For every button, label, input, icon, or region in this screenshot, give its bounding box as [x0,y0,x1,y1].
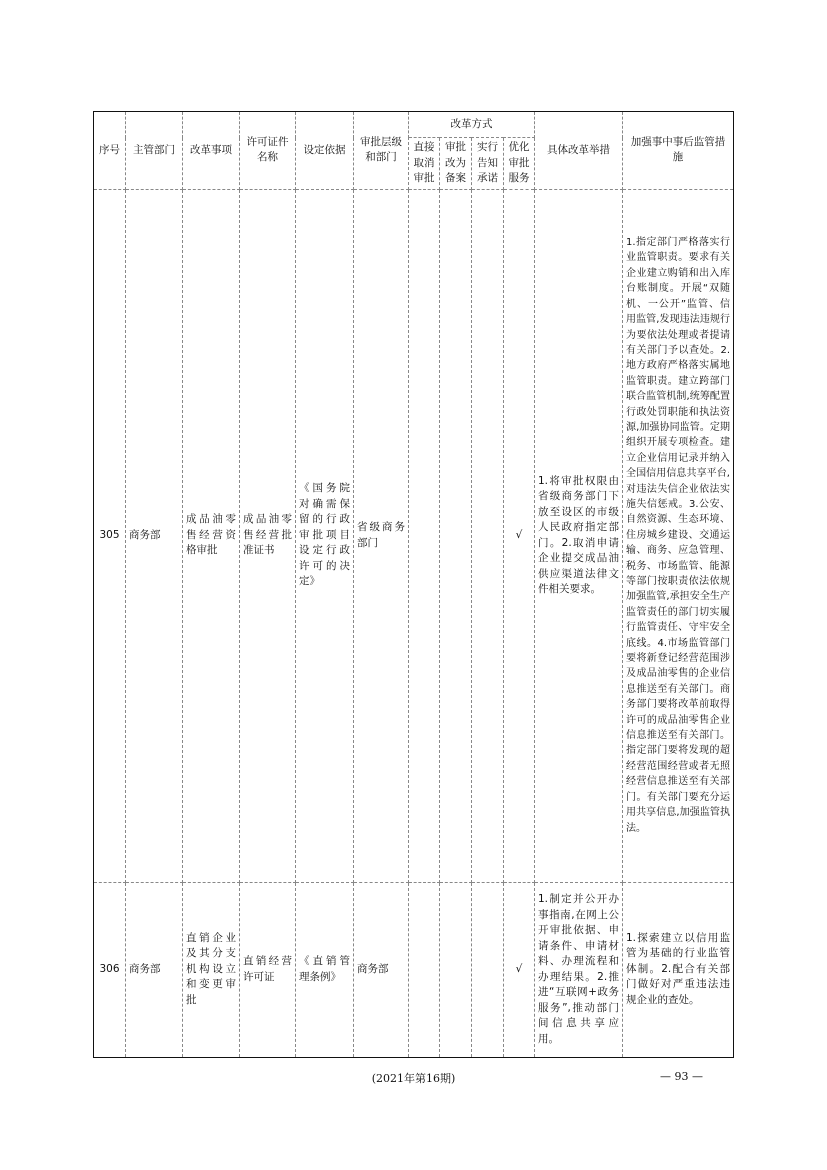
cell-measures: 1.制定并公开办事指南,在网上公开审批依据、申请条件、申请材料、办理流程和办理结果。2.推进“互联网+政务服务”,推动部门间信息共享应用。 [535,882,623,1057]
page-number: — 93 — [660,1070,703,1083]
cell-method-promise [472,189,504,882]
header-method-promise: 实行告知承诺 [472,138,504,190]
cell-method-optimize: √ [504,882,535,1057]
table-row [94,189,734,882]
header-row-1 [94,112,734,138]
header-basis: 设定依据 [296,112,354,190]
cell-method-cancel [409,189,440,882]
header-method-optimize: 优化审批服务 [504,138,535,190]
table-row [94,882,734,1057]
cell-method-optimize: √ [504,189,535,882]
cell-seq: 306 [94,882,126,1057]
header-license: 许可证件名称 [240,112,296,190]
cell-method-filing [440,189,472,882]
header-method-cancel: 直接取消审批 [409,138,440,190]
cell-supervision: 1.探索建立以信用监管为基础的行业监管体制。2.配合有关部门做好对严重违法违规企业的查处。 [623,882,734,1057]
cell-item: 直销企业及其分支机构设立和变更审批 [183,882,240,1057]
header-supervision: 加强事中事后监管措施 [623,112,734,190]
header-item: 改革事项 [183,112,240,190]
cell-dept: 商务部 [126,189,183,882]
reform-table [93,111,734,1058]
cell-license: 成品油零售经营批准证书 [240,189,296,882]
issue-number: (2021年第16期) [371,1072,456,1085]
header-method-filing: 审批改为备案 [440,138,472,190]
cell-method-promise [472,882,504,1057]
cell-license: 直销经营许可证 [240,882,296,1057]
cell-method-filing [440,882,472,1057]
cell-level: 商务部 [354,882,409,1057]
header-seq: 序号 [94,112,126,190]
header-method-group: 改革方式 [409,112,535,138]
cell-dept: 商务部 [126,882,183,1057]
cell-seq: 305 [94,189,126,882]
cell-level: 省级商务部门 [354,189,409,882]
cell-supervision: 1.指定部门严格落实行业监管职责。要求有关企业建立购销和出入库台账制度。开展“双随机、一公开”监管、信用监管,发现违法违规行为要依法处理或者提请有关部门予以查处。2.地方政府严格落实属地监管职责。建立跨部门联合监管机制,统筹配置行政处罚职能和执法资源,加强协同监管。定期组织开展专项检查。建立企业信用记录并纳入全国信用信息共享平台,对违法失信企业依法实施失信惩戒。3.公安、自然资源、生态环境、住房城乡建设、交通运输、商务、应急管理、税务、市场监管、能源等部门按职责依法依规加强监管,承担安全生产监管责任的部门切实履行监管责任、守牢安全底线。4.市场监管部门要将新登记经营范围涉及成品油零售的企业信息推送至有关部门。商务部门要将改革前取得许可的成品油零售企业信息推送至有关部门。指定部门要将发现的超经营范围经营或者无照经营信息推送至有关部门。有关部门要充分运用共享信息,加强监管执法。 [623,189,734,882]
cell-item: 成品油零售经营资格审批 [183,189,240,882]
cell-basis: 《国务院对确需保留的行政审批项目设定行政许可的决定》 [296,189,354,882]
header-dept: 主管部门 [126,112,183,190]
cell-method-cancel [409,882,440,1057]
cell-measures: 1.将审批权限由省级商务部门下放至设区的市级人民政府指定部门。2.取消申请企业提交成品油供应渠道法律文件相关要求。 [535,189,623,882]
cell-basis: 《直销管理条例》 [296,882,354,1057]
header-level: 审批层级和部门 [354,112,409,190]
header-measures: 具体改革举措 [535,112,623,190]
